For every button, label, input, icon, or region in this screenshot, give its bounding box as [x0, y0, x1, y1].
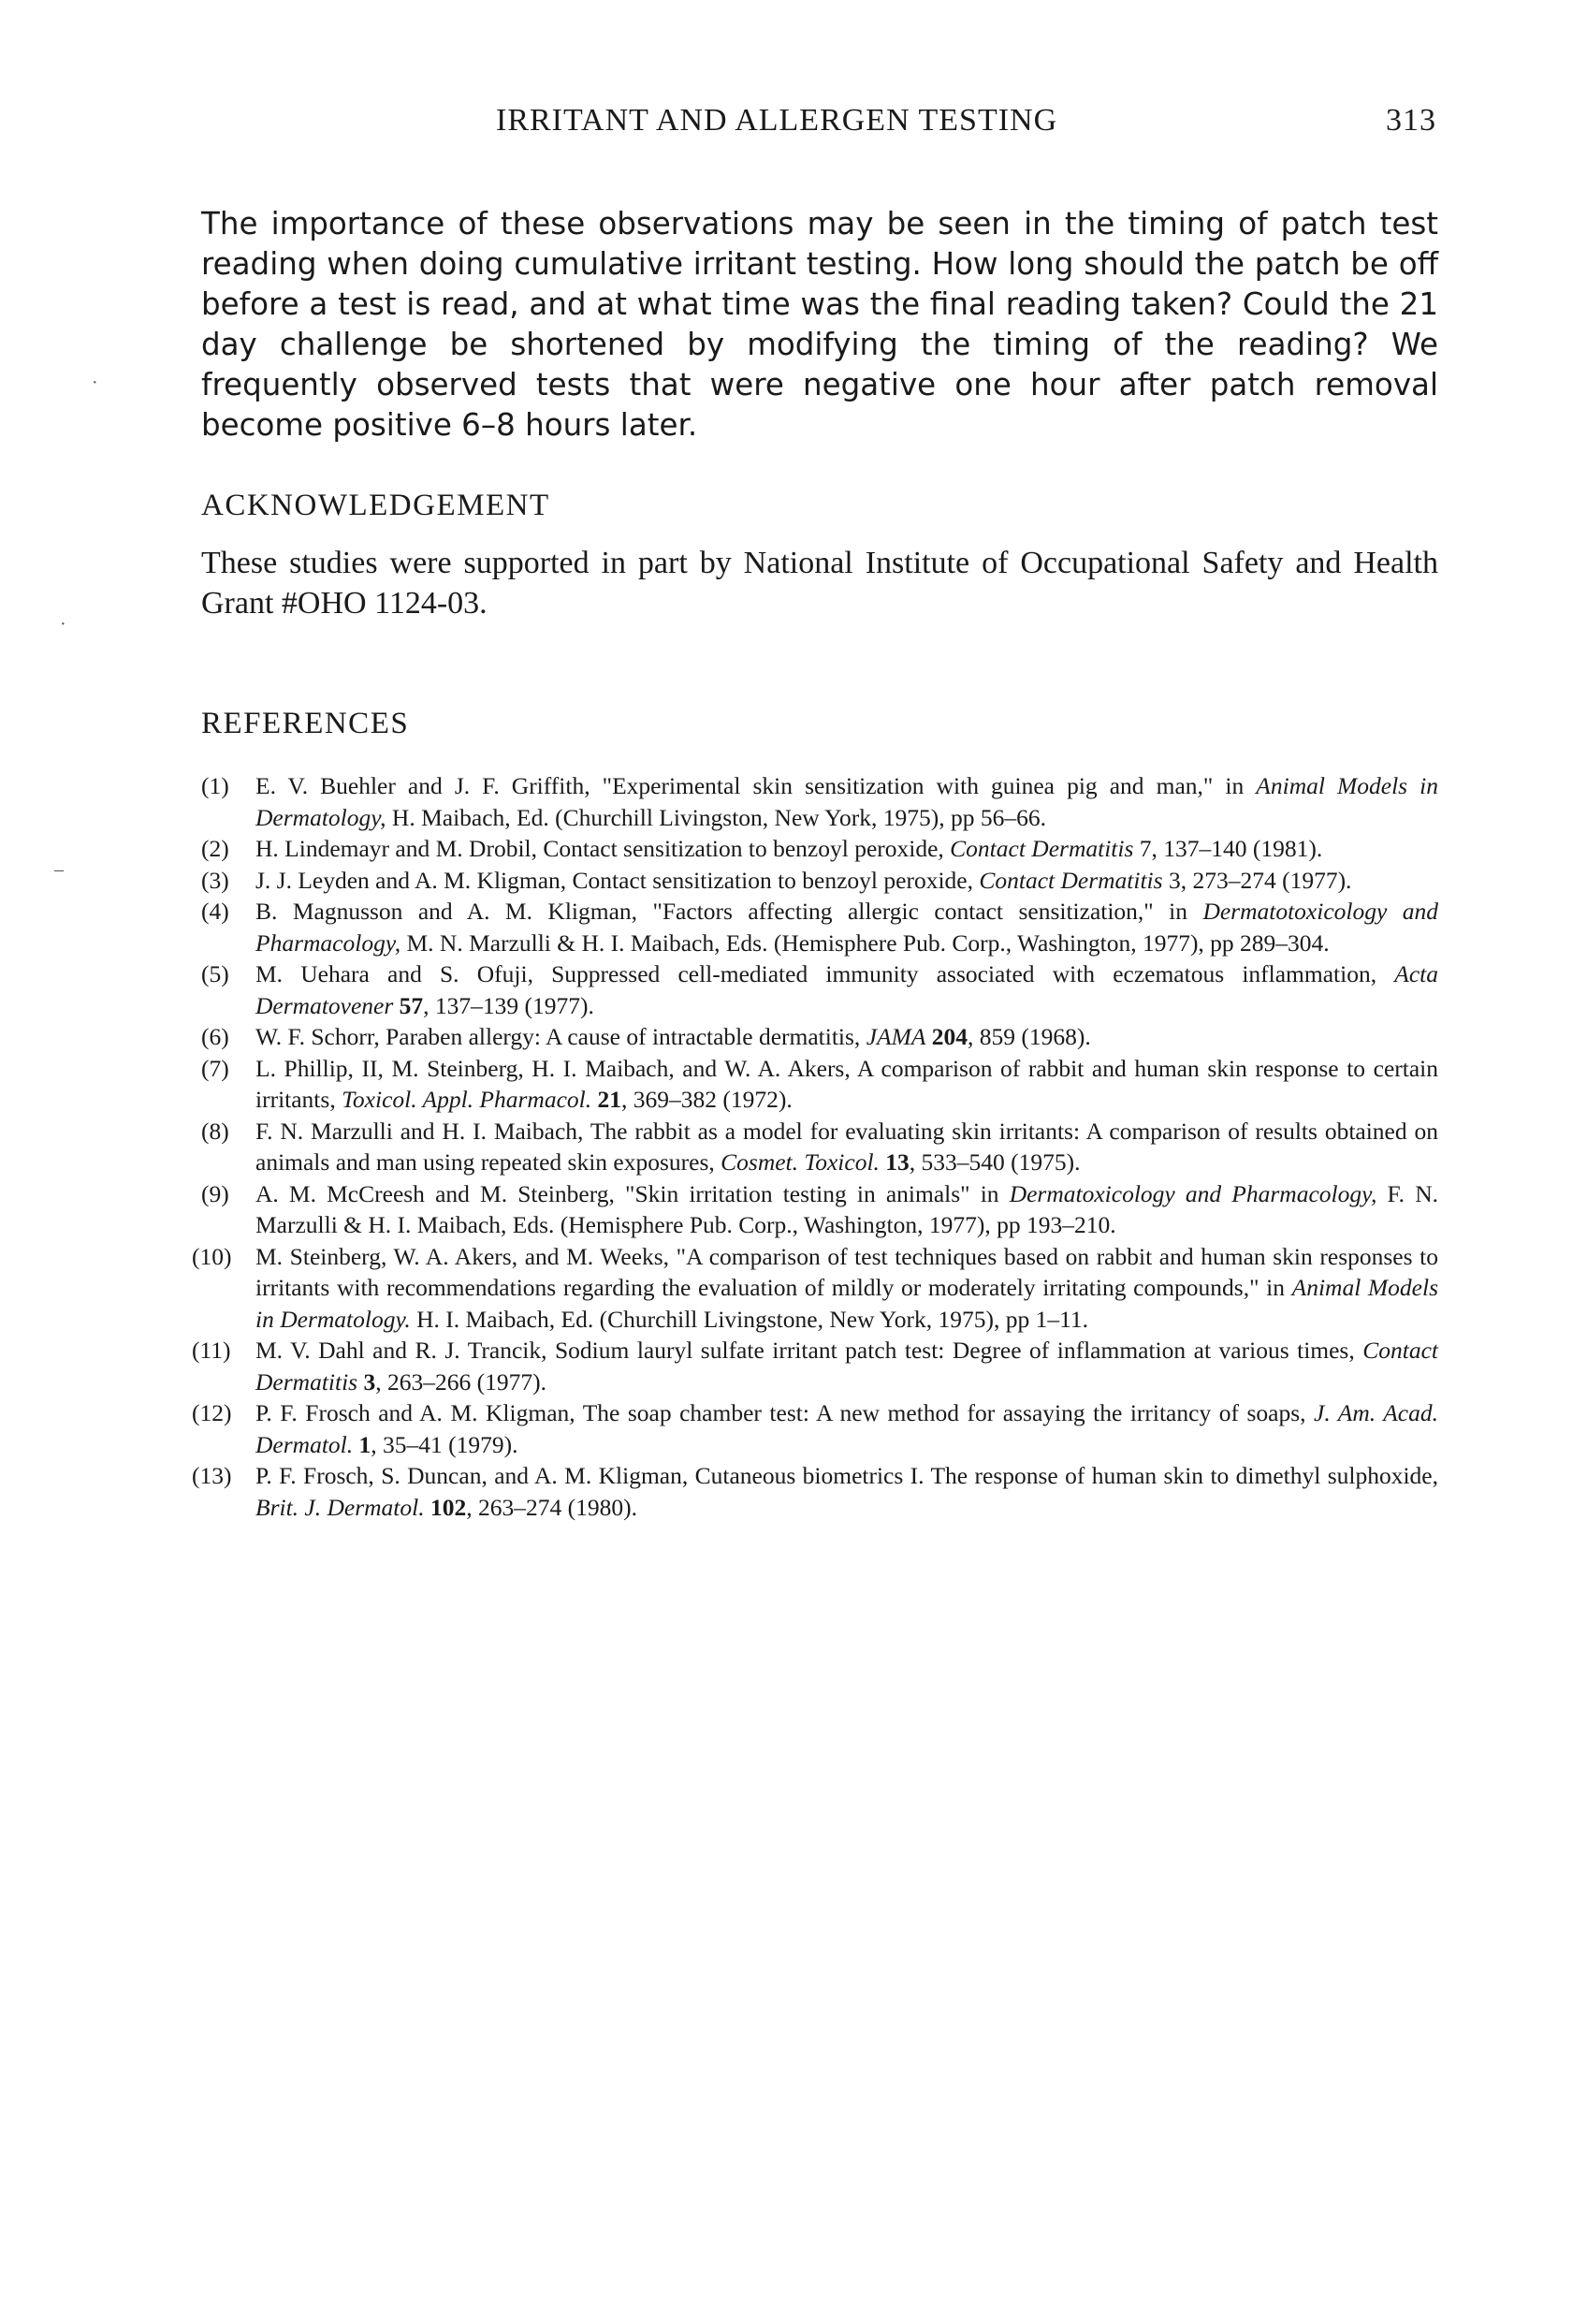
reference-item — [201, 1178, 1438, 1241]
reference-number: (4) — [201, 898, 229, 925]
reference-text: P. F. Frosch, S. Duncan, and A. M. Kligman, Cutaneous biometrics I. The response of human skin to dimethyl sulphoxide, Brit. J. Dermatol. 102, 263–274 (1980). — [255, 1462, 1438, 1521]
reference-number: (3) — [201, 866, 229, 894]
margin-mark: · — [92, 373, 98, 393]
references-heading: REFERENCES — [201, 707, 410, 740]
reference-item — [201, 1021, 1438, 1053]
reference-number: (10) — [192, 1242, 232, 1270]
reference-item — [201, 833, 1438, 865]
reference-text: F. N. Marzulli and H. I. Maibach, The rabbit as a model for evaluating skin irritants: A comparison of results obtained on animals and man using repeated skin exposures, Cosmet. Toxicol. 13, 533–540 (1975). — [255, 1117, 1438, 1176]
reference-number: (7) — [201, 1054, 229, 1082]
reference-item — [201, 958, 1438, 1021]
reference-number: (11) — [192, 1337, 231, 1364]
reference-number: (1) — [201, 772, 229, 799]
reference-text: M. V. Dahl and R. J. Trancik, Sodium lauryl sulfate irritant patch test: Degree of inflammation at various times, Contact Dermatitis 3, 263–266 (1977). — [255, 1337, 1438, 1396]
reference-text: M. Steinberg, W. A. Akers, and M. Weeks, "A comparison of test techniques based on rabbit and human skin responses to irritants with recommendations regarding the evaluation of mildly or moderately irritating compounds," in Animal Models in Dermatology. H. I. Maibach, Ed. (Churchill Livingstone, New York, 1975), pp 1–11. — [255, 1242, 1439, 1333]
running-title: IRRITANT AND ALLERGEN TESTING — [496, 103, 1058, 138]
reference-number: (13) — [192, 1462, 232, 1489]
acknowledgement-paragraph: These studies were supported in part by National Institute of Occupational Safety and Health Grant #OHO 1124-03. — [201, 546, 1438, 621]
reference-text: B. Magnusson and A. M. Kligman, "Factors affecting allergic contact sensitization," in Dermatotoxicology and Pharmacology, M. N. Marzulli & H. I. Maibach, Eds. (Hemisphere Pub. Corp., Washington, 1977), pp 289–304. — [255, 898, 1438, 957]
reference-item — [201, 1116, 1438, 1178]
acknowledgement-heading: ACKNOWLEDGEMENT — [201, 489, 550, 522]
reference-text: E. V. Buehler and J. F. Griffith, "Experimental skin sensitization with guinea pig and man," in Animal Models in Dermatology, H. Maibach, Ed. (Churchill Livingston, New York, 1975), pp 56–66. — [255, 772, 1438, 831]
page-number: 313 — [1386, 103, 1436, 138]
margin-mark: · — [60, 614, 66, 635]
reference-number: (12) — [192, 1399, 232, 1426]
reference-item — [192, 1335, 1438, 1397]
reference-number: (2) — [201, 835, 229, 862]
reference-text: P. F. Frosch and A. M. Kligman, The soap chamber test: A new method for assaying the irritancy of soaps, J. Am. Acad. Dermatol. 1, 35–41 (1979). — [255, 1399, 1438, 1458]
reference-item — [201, 1053, 1438, 1116]
reference-item — [201, 770, 1438, 833]
reference-number: (6) — [201, 1023, 229, 1050]
intro-paragraph: The importance of these observations may be seen in the timing of patch test reading when doing cumulative irritant testing. How long should the patch be off before a test is read, and at what time was the final reading taken? Could the 21 day challenge be shortened by modifying the timing of the reading? We frequently observed tests that were negative one hour after patch removal become positive 6–8 hours later. — [201, 206, 1438, 443]
reference-text: W. F. Schorr, Paraben allergy: A cause of intractable dermatitis, JAMA 204, 859 (1968). — [255, 1023, 1091, 1050]
reference-number: (5) — [201, 960, 229, 987]
reference-item — [201, 865, 1438, 897]
reference-number: (8) — [201, 1117, 229, 1145]
reference-text: L. Phillip, II, M. Steinberg, H. I. Maibach, and W. A. Akers, A comparison of rabbit and human skin response to certain irritants, Toxicol. Appl. Pharmacol. 21, 369–382 (1972). — [255, 1054, 1438, 1113]
references-list — [192, 770, 1439, 1523]
reference-text: A. M. McCreesh and M. Steinberg, "Skin irritation testing in animals" in Dermatoxicology and Pharmacology, F. N. Marzulli & H. I. Maibach, Eds. (Hemisphere Pub. Corp., Washington, 1977), pp 193–210. — [255, 1179, 1438, 1238]
reference-text: J. J. Leyden and A. M. Kligman, Contact sensitization to benzoyl peroxide, Contact Dermatitis 3, 273–274 (1977). — [255, 866, 1352, 894]
reference-item — [192, 1241, 1439, 1336]
reference-text: M. Uehara and S. Ofuji, Suppressed cell-mediated immunity associated with eczematous inflammation, Acta Dermatovener 57, 137–139 (1977). — [255, 960, 1438, 1019]
reference-item — [201, 896, 1438, 958]
reference-item — [192, 1460, 1438, 1523]
reference-text: H. Lindemayr and M. Drobil, Contact sensitization to benzoyl peroxide, Contact Dermatitis 7, 137–140 (1981). — [255, 835, 1323, 862]
reference-number: (9) — [201, 1179, 229, 1207]
margin-mark: – — [54, 859, 64, 880]
reference-item — [192, 1397, 1438, 1460]
